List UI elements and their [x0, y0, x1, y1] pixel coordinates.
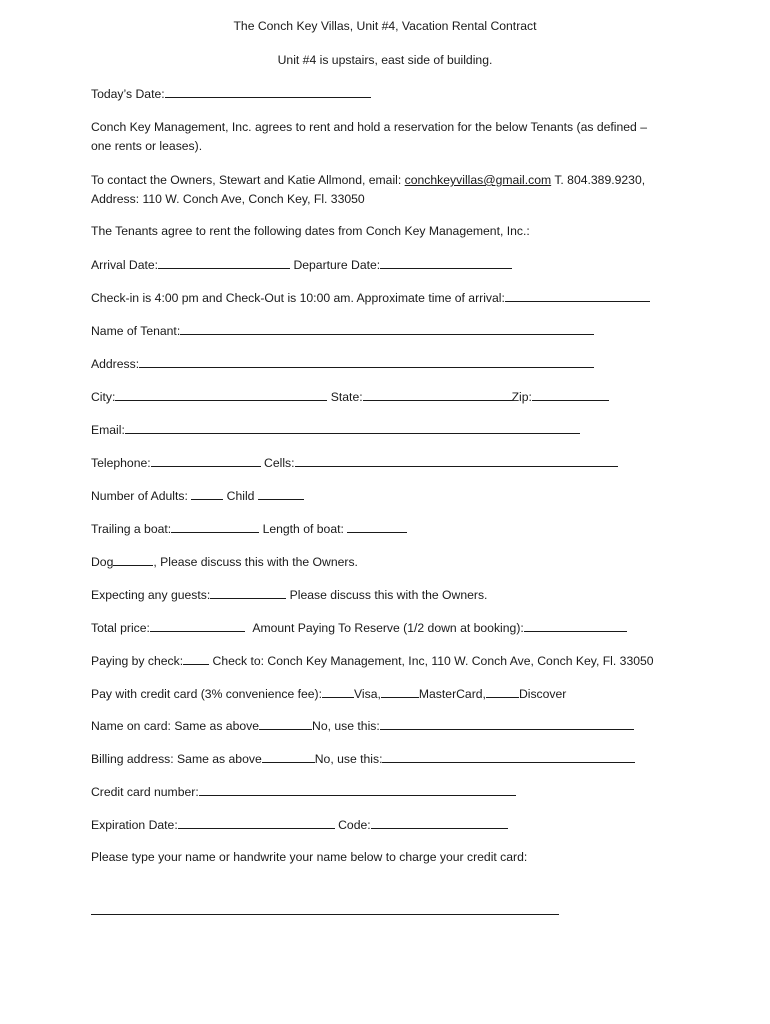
name-same-field[interactable] — [259, 718, 312, 730]
tenant-name-field[interactable] — [180, 323, 594, 335]
todays-date-field[interactable] — [165, 86, 371, 98]
discover-label: Discover — [518, 687, 567, 701]
expiration-label: Expiration Date: — [91, 818, 178, 832]
email-row — [91, 422, 580, 438]
dog-note: , Please discuss this with the Owners. — [153, 555, 358, 569]
mastercard-label: MasterCard, — [418, 687, 486, 701]
guests-note: Please discuss this with the Owners. — [289, 588, 488, 602]
name-on-card-label: Name on card: Same as above — [91, 719, 260, 733]
telephone-field[interactable] — [151, 455, 261, 467]
mastercard-field[interactable] — [381, 686, 419, 698]
child-field[interactable] — [258, 488, 304, 500]
check-field[interactable] — [183, 653, 209, 665]
visa-field[interactable] — [322, 686, 354, 698]
agreement-line-1: Conch Key Management, Inc. agrees to rent and hold a reservation for the below Tenants (as defined – — [91, 120, 647, 134]
arrival-date-field[interactable] — [158, 257, 290, 269]
dates-row — [91, 257, 512, 273]
todays-date-row — [91, 86, 371, 102]
boat-length-field[interactable] — [347, 521, 407, 533]
guests-row — [91, 587, 487, 603]
billing-row — [91, 751, 635, 767]
billing-no-use-label: No, use this: — [314, 752, 383, 766]
agreement-line-2: one rents or leases). — [91, 139, 203, 153]
zip-field[interactable] — [532, 389, 609, 401]
boat-field[interactable] — [171, 521, 259, 533]
boat-row — [91, 521, 407, 537]
arrival-time-field[interactable] — [505, 290, 650, 302]
tenant-name-row — [91, 323, 594, 339]
code-label: Code: — [338, 818, 371, 832]
billing-label: Billing address: Same as above — [91, 752, 262, 766]
cells-field[interactable] — [295, 455, 618, 467]
city-field[interactable] — [115, 389, 327, 401]
reserve-field[interactable] — [524, 620, 627, 632]
state-field[interactable] — [363, 389, 512, 401]
phone-row — [91, 455, 618, 471]
contact-line-1 — [91, 171, 691, 190]
departure-label: Departure Date: — [293, 258, 381, 272]
boat-label: Trailing a boat: — [91, 522, 172, 536]
city-label: City: — [91, 390, 116, 404]
departure-date-field[interactable] — [380, 257, 512, 269]
tenant-name-label: Name of Tenant: — [91, 324, 181, 338]
signature-line[interactable] — [91, 914, 559, 915]
contact-email-link[interactable]: conchkeyvillas@gmail.com — [404, 173, 552, 187]
guests-field[interactable] — [210, 587, 286, 599]
address-label: Address: — [91, 357, 140, 371]
zip-label: Zip: — [511, 390, 532, 404]
reserve-label: Amount Paying To Reserve (1/2 down at booking): — [252, 621, 524, 635]
child-label: Child — [226, 489, 255, 503]
billing-same-field[interactable] — [262, 751, 315, 763]
page-subtitle: Unit #4 is upstairs, east side of building. — [277, 53, 493, 67]
guests-label: Expecting any guests: — [91, 588, 211, 602]
credit-card-row — [91, 686, 566, 702]
address-field[interactable] — [139, 356, 594, 368]
email-field[interactable] — [125, 422, 580, 434]
contact-prefix: To contact the Owners, Stewart and Katie Allmond, email: — [91, 173, 402, 187]
total-price-field[interactable] — [150, 620, 245, 632]
cc-number-row — [91, 784, 516, 800]
telephone-label: Telephone: — [91, 456, 151, 470]
adults-label: Number of Adults: — [91, 489, 188, 503]
name-on-card-row — [91, 718, 634, 734]
price-row — [91, 620, 627, 636]
total-price-label: Total price: — [91, 621, 150, 635]
state-label: State: — [330, 390, 363, 404]
tenants-agree-text: The Tenants agree to rent the following dates from Conch Key Management, Inc.: — [91, 224, 530, 238]
checkin-text: Check-in is 4:00 pm and Check-Out is 10:00 am. Approximate time of arrival: — [91, 291, 505, 305]
page-title: The Conch Key Villas, Unit #4, Vacation Rental Contract — [233, 19, 537, 33]
cc-number-label: Credit card number: — [91, 785, 199, 799]
cells-label: Cells: — [264, 456, 295, 470]
dog-field[interactable] — [113, 554, 153, 566]
email-label: Email: — [91, 423, 125, 437]
check-row — [91, 653, 654, 669]
boat-length-label: Length of boat: — [262, 522, 344, 536]
contact-address: Address: 110 W. Conch Ave, Conch Key, Fl. 33050 — [91, 192, 365, 206]
agreement-paragraph — [91, 118, 691, 156]
signature-instruction: Please type your name or handwrite your name below to charge your credit card: — [91, 850, 528, 864]
expiration-row — [91, 817, 508, 833]
todays-date-label: Today’s Date: — [91, 87, 165, 101]
check-label: Paying by check: — [91, 654, 184, 668]
adults-field[interactable] — [191, 488, 223, 500]
expiration-field[interactable] — [178, 817, 335, 829]
occupants-row — [91, 488, 304, 504]
check-to-text: Check to: Conch Key Management, Inc, 110 W. Conch Ave, Conch Key, Fl. 33050 — [212, 654, 654, 668]
arrival-label: Arrival Date: — [91, 258, 159, 272]
cc-number-field[interactable] — [199, 784, 516, 796]
code-field[interactable] — [371, 817, 508, 829]
name-on-card-field[interactable] — [380, 718, 634, 730]
address-row — [91, 356, 594, 372]
city-state-zip-row — [91, 389, 609, 405]
discover-field[interactable] — [486, 686, 519, 698]
checkin-row — [91, 290, 650, 306]
visa-label: Visa, — [354, 687, 381, 701]
contact-paragraph — [91, 171, 691, 209]
billing-address-field[interactable] — [382, 751, 635, 763]
credit-label: Pay with credit card (3% convenience fee): — [91, 687, 322, 701]
dog-row — [91, 554, 358, 570]
contact-phone: T. 804.389.9230, — [554, 173, 646, 187]
name-no-use-label: No, use this: — [312, 719, 380, 733]
dog-label: Dog — [91, 555, 114, 569]
